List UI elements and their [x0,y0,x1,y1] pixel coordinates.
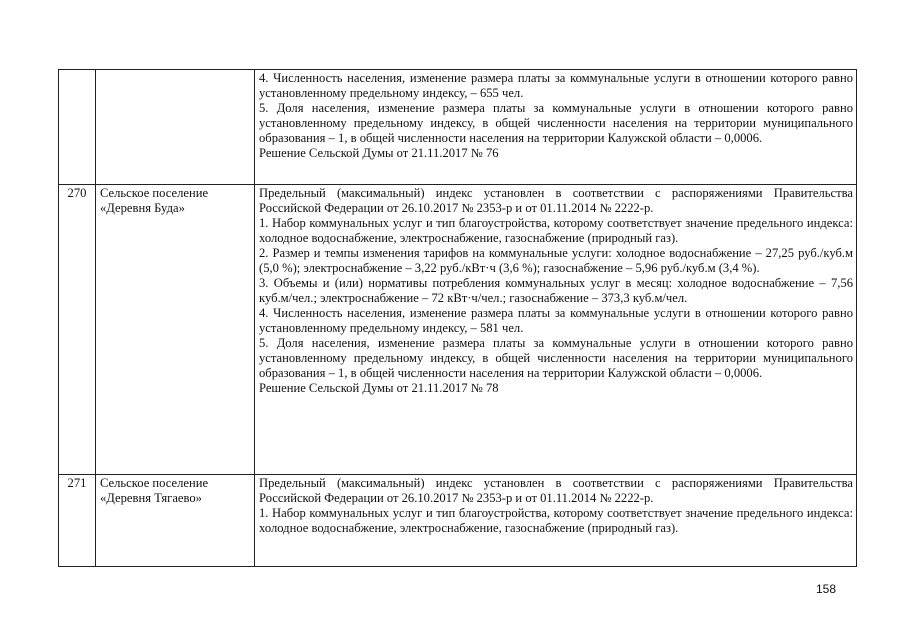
paragraph: 5. Доля населения, изменение размера платы за коммунальные услуги в отношении которого равно установленному предельному индексу, в общей численности населения на территории муниципального образования – 1, в общей численности населения на территории Калужской области – 0,0006. [259,101,853,145]
paragraph: 4. Численность населения, изменение размера платы за коммунальные услуги в отношении которого равно установленному предельному индексу, – 581 чел. [259,306,853,335]
municipality-index-table [58,69,857,567]
table-row [59,185,857,475]
paragraph: 2. Размер и темпы изменения тарифов на коммунальные услуги: холодное водоснабжение – 27,25 руб./куб.м (5,0 %); электроснабжение – 3,22 руб./кВт·ч (3,6 %); газоснабжение – 5,96 руб./куб.м (3,4 %). [259,246,853,275]
municipality-name-cell [96,70,255,185]
municipality-name-cell: Сельское поселение «Деревня Буда» [96,185,255,475]
paragraph: 4. Численность населения, изменение размера платы за коммунальные услуги в отношении которого равно установленному предельному индексу, – 655 чел. [259,71,853,100]
index-description-cell [255,70,857,185]
paragraph: 5. Доля населения, изменение размера платы за коммунальные услуги в отношении которого равно установленному предельному индексу, в общей численности населения на территории муниципального образования – 1, в общей численности населения на территории Калужской области – 0,0006. [259,336,853,380]
table-row [59,475,857,567]
row-number-cell: 270 [59,185,96,475]
paragraph: Решение Сельской Думы от 21.11.2017 № 76 [259,146,499,160]
index-description-cell [255,475,857,567]
paragraph: 1. Набор коммунальных услуг и тип благоустройства, которому соответствует значение предельного индекса: холодное водоснабжение, электроснабжение, газоснабжение (природный газ). [259,216,853,245]
index-description-cell [255,185,857,475]
paragraph: Предельный (максимальный) индекс установлен в соответствии с распоряжениями Правительства Российской Федерации от 26.10.2017 № 2353-р и от 01.11.2014 № 2222-р. [259,186,853,215]
municipality-name-cell: Сельское поселение «Деревня Тягаево» [96,475,255,567]
row-number-cell [59,70,96,185]
paragraph: Решение Сельской Думы от 21.11.2017 № 78 [259,381,499,395]
paragraph: Предельный (максимальный) индекс установлен в соответствии с распоряжениями Правительства Российской Федерации от 26.10.2017 № 2353-р и от 01.11.2014 № 2222-р. [259,476,853,505]
table-row [59,70,857,185]
paragraph: 3. Объемы и (или) нормативы потребления коммунальных услуг в месяц: холодное водоснабжение – 7,56 куб.м/чел.; электроснабжение – 72 кВт·ч/чел.; газоснабжение – 373,3 куб.м/чел. [259,276,853,305]
paragraph: 1. Набор коммунальных услуг и тип благоустройства, которому соответствует значение предельного индекса: холодное водоснабжение, электроснабжение, газоснабжение (природный газ). [259,506,853,535]
row-number-cell: 271 [59,475,96,567]
page-number: 158 [816,582,837,596]
